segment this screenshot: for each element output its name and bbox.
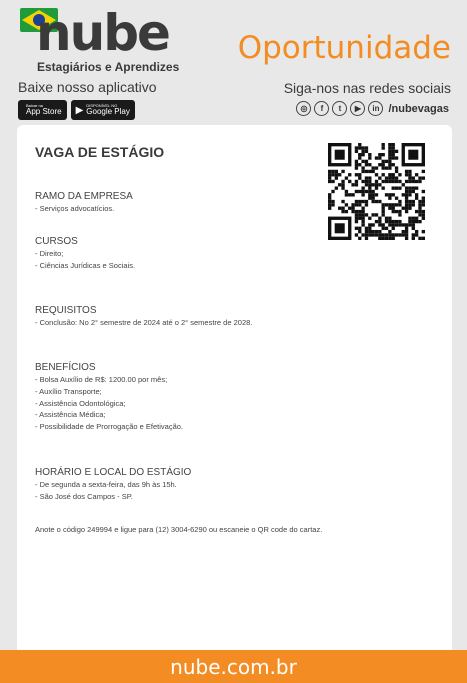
section-line: - Ciências Jurídicas e Sociais. xyxy=(35,260,136,270)
app-store-small-label: Baixar na xyxy=(26,103,43,108)
section-line: - De segunda a sexta-feira, das 9h às 15h. xyxy=(35,480,177,489)
google-play-icon: ▶ xyxy=(75,104,84,116)
nube-logo[interactable] xyxy=(18,4,178,76)
section-cursos xyxy=(35,235,135,272)
google-play-small-label: DISPONÍVEL NO xyxy=(86,103,118,108)
header xyxy=(0,0,467,125)
section-heading: REQUISITOS xyxy=(35,305,97,316)
section-line: - Auxílio Transporte; xyxy=(35,386,102,396)
section-line: - Bolsa Auxílio de R$: 1200.00 por mês; xyxy=(35,375,168,384)
job-title: VAGA DE ESTÁGIO xyxy=(35,144,165,160)
section-heading: RAMO DA EMPRESA xyxy=(35,191,133,202)
footer-bar xyxy=(0,650,467,683)
store-buttons xyxy=(18,100,135,120)
section-heading: HORÁRIO E LOCAL DO ESTÁGIO xyxy=(35,467,192,478)
qr-code[interactable] xyxy=(328,143,425,240)
section-line: - Serviços advocatícios. xyxy=(35,204,115,213)
contact-note: Anote o código 249994 e ligue para (12) 3004-6290 ou escaneie o QR code do cartaz. xyxy=(35,525,323,534)
section-line: - São José dos Campos - SP. xyxy=(35,491,133,501)
app-store-label: App Store xyxy=(26,107,62,116)
linkedin-icon[interactable]: in xyxy=(368,101,383,116)
section-beneficios xyxy=(35,361,183,433)
section-requisitos xyxy=(35,304,252,329)
google-play-label: Google Play xyxy=(86,107,130,116)
twitter-icon[interactable]: t xyxy=(332,101,347,116)
section-heading: CURSOS xyxy=(35,236,78,247)
social-handle[interactable]: /nubevagas xyxy=(388,102,449,115)
section-line: - Assistência Odontológica; xyxy=(35,398,126,408)
headline: Oportunidade xyxy=(237,30,451,66)
instagram-icon[interactable]: ◎ xyxy=(296,101,311,116)
follow-label: Siga-nos nas redes sociais xyxy=(283,80,451,96)
section-heading: BENEFÍCIOS xyxy=(35,362,96,373)
section-ramo xyxy=(35,190,133,215)
app-store-button[interactable] xyxy=(18,100,67,120)
job-card xyxy=(17,125,452,660)
section-horario xyxy=(35,466,191,503)
section-line: - Possibilidade de Prorrogação e Efetivação. xyxy=(35,422,184,432)
google-play-button[interactable] xyxy=(71,100,135,120)
facebook-icon[interactable]: f xyxy=(314,101,329,116)
social-links xyxy=(296,101,449,116)
logo-tagline: Estagiários e Aprendizes xyxy=(37,60,180,74)
section-line: - Conclusão: No 2° semestre de 2024 até o 2° semestre de 2028. xyxy=(35,318,253,327)
download-label: Baixe nosso aplicativo xyxy=(18,79,157,95)
section-line: - Assistência Médica; xyxy=(35,410,106,420)
logo-wordmark: nube xyxy=(36,4,169,62)
footer-url[interactable]: nube.com.br xyxy=(170,654,297,679)
section-line: - Direito; xyxy=(35,249,64,258)
youtube-icon[interactable]: ▶ xyxy=(350,101,365,116)
